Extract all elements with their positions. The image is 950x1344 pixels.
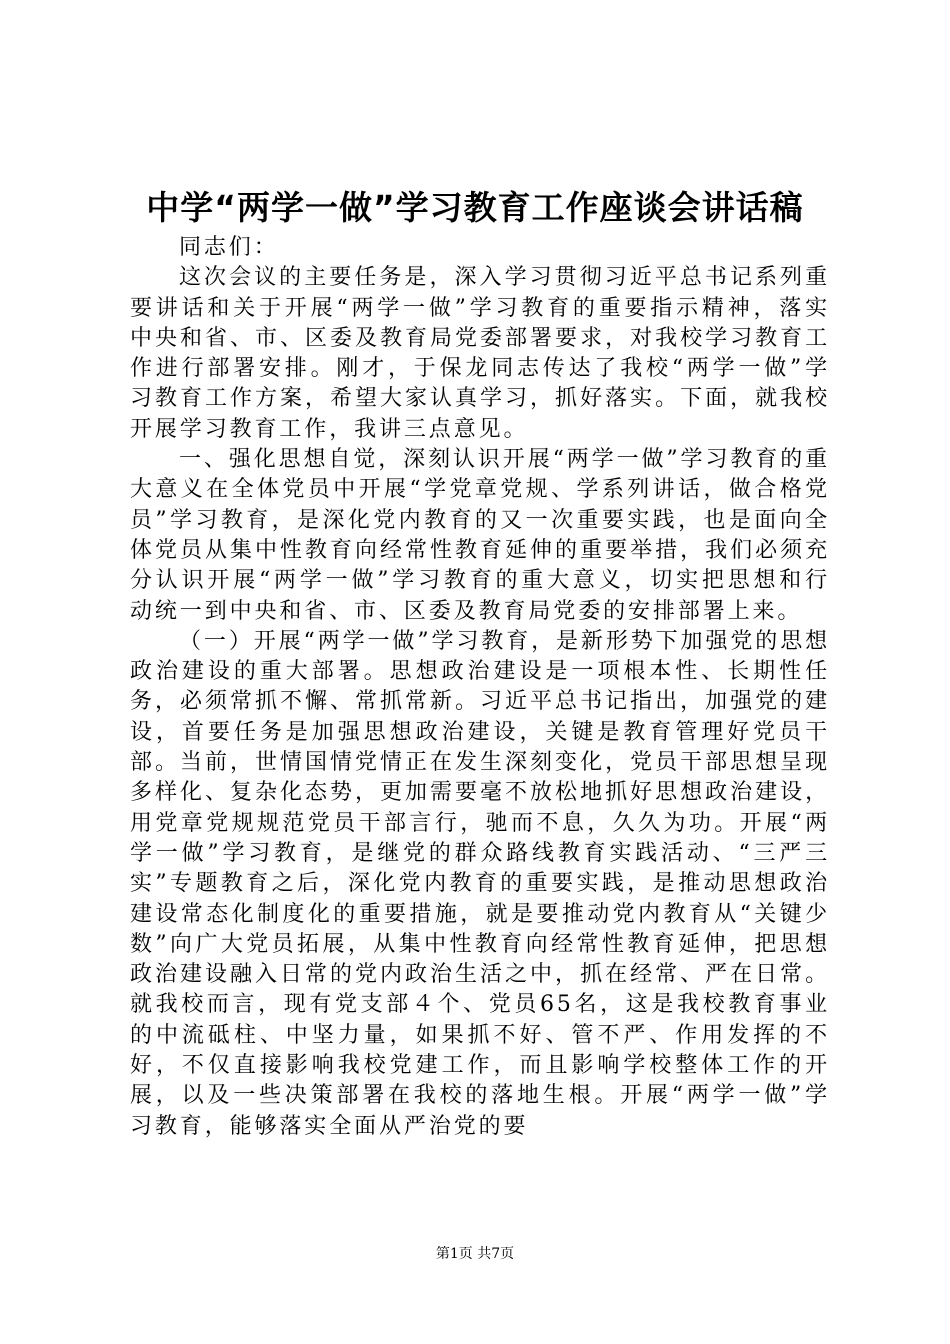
intro-paragraph: 这次会议的主要任务是，深入学习贯彻习近平总书记系列重要讲话和关于开展“两学一做”学习教育的重要指示精神，落实中央和省、市、区委及教育局党委部署要求，对我校学习教育工作进行部署安排。刚才，于保龙同志传达了我校“两学一做”学习教育工作方案，希望大家认真学习，抓好落实。下面，就我校开展学习教育工作，我讲三点意见。 [130,265,830,442]
section-one-paragraph: 一、强化思想自觉，深刻认识开展“两学一做”学习教育的重大意义在全体党员中开展“学党章党规、学系列讲话，做合格党员”学习教育，是深化党内教育的又一次重要实践，也是面向全体党员从集中性教育向经常性教育延伸的重要举措，我们必须充分认识开展“两学一做”学习教育的重大意义，切实把思想和行动统一到中央和省、市、区委及教育局党委的安排部署上来。 [130,447,830,624]
document-body [130,233,830,1142]
page-number-footer: 第1页 共7页 [435,1246,515,1262]
document-title: 中学“两学一做”学习教育工作座谈会讲话稿 [146,188,804,227]
subsection-one-paragraph: （一）开展“两学一做”学习教育，是新形势下加强党的思想政治建设的重大部署。思想政治建设是一项根本性、长期性任务，必须常抓不懈、常抓常新。习近平总书记指出，加强党的建设，首要任务是加强思想政治建设，关键是教育管理好党员干部。当前，世情国情党情正在发生深刻变化，党员干部思想呈现多样化、复杂化态势，更加需要毫不放松地抓好思想政治建设，用党章党规规范党员干部言行，驰而不息，久久为功。开展“两学一做”学习教育，是继党的群众路线教育实践活动、“三严三实”专题教育之后，深化党内教育的重要实践，是推动思想政治建设常态化制度化的重要措施，就是要推动党内教育从“关键少数”向广大党员拓展，从集中性教育向经常性教育延伸，把思想政治建设融入日常的党内政治生活之中，抓在经常、严在日常。就我校而言，现有党支部４个、党员65名，这是我校教育事业的中流砥柱、中坚力量，如果抓不好、管不严、作用发挥的不好，不仅直接影响我校党建工作，而且影响学校整体工作的开展，以及一些决策部署在我校的落地生根。开展“两学一做”学习教育，能够落实全面从严治党的要 [130,628,830,1139]
salutation-paragraph: 同志们： [179,235,279,260]
